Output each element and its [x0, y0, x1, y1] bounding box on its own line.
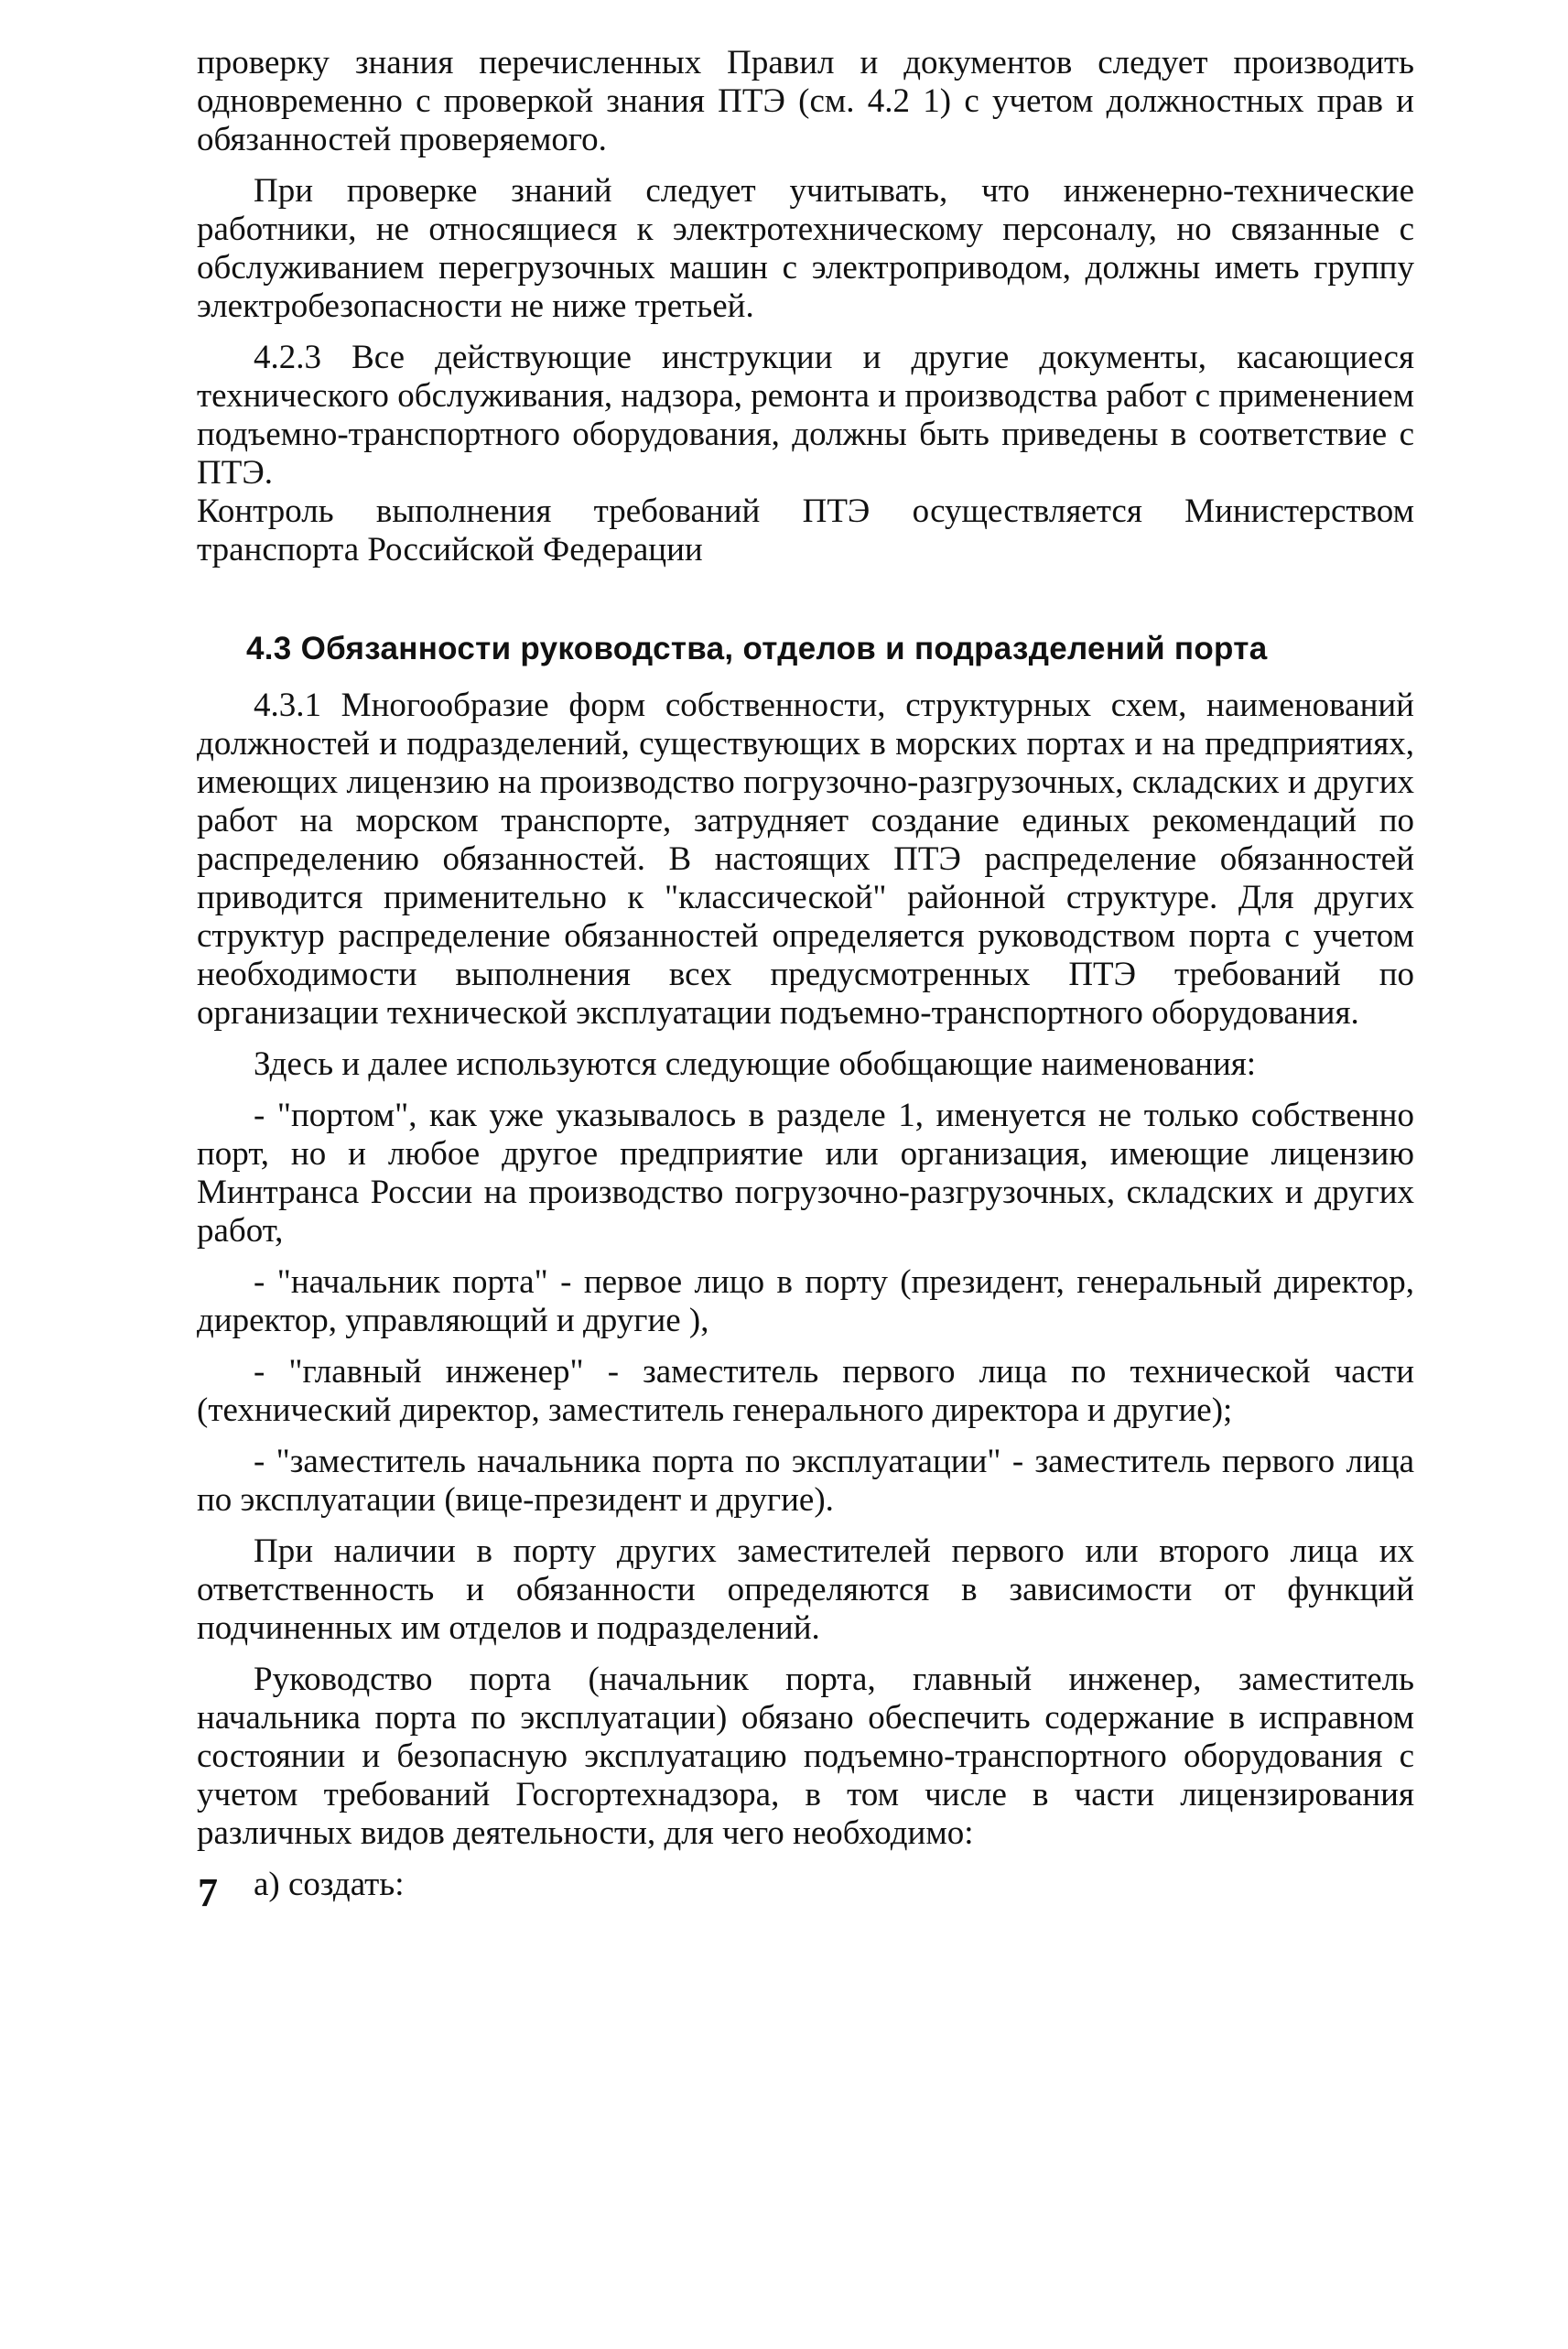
section-heading: 4.3 Обязанности руководства, отделов и подразделений порта: [246, 631, 1268, 666]
list-item: - "заместитель начальника порта по эксплуатации" - заместитель первого лица по эксплуатации (вице-президент и другие).: [197, 1443, 1414, 1519]
list-item: - "главный инженер" - заместитель первого лица по технической части (технический директор, заместитель генерального директора и другие);: [197, 1353, 1414, 1429]
body-paragraph: Здесь и далее используются следующие обобщающие наименования:: [254, 1045, 1257, 1083]
clause-4-2-3: 4.2.3 Все действующие инструкции и другие документы, касающиеся технического обслуживания, надзора, ремонта и производства работ с применением подъемно-транспортного оборудования, должны быть приведены в соответствие с ПТЭ.: [197, 339, 1414, 492]
body-paragraph: Контроль выполнения требований ПТЭ осуществляется Министерством транспорта Российской Федерации: [197, 493, 1414, 568]
body-paragraph: При проверке знаний следует учитывать, что инженерно-технические работники, не относящиеся к электротехническому персоналу, но связанные с обслуживанием перегрузочных машин с электроприводом, должны иметь группу электробезопасности не ниже третьей.: [197, 172, 1414, 325]
page-number: 7: [198, 1870, 218, 1915]
list-item: а) создать:: [254, 1866, 405, 1903]
list-item: - "портом", как уже указывалось в разделе 1, именуется не только собственно порт, но и любое другое предприятие или организация, имеющие лицензию Минтранса России на производство погрузочно-разгрузочных, складских и других работ,: [197, 1097, 1414, 1250]
body-paragraph: При наличии в порту других заместителей первого или второго лица их ответственность и обязанности определяются в зависимости от функций подчиненных им отделов и подразделений.: [197, 1532, 1414, 1647]
body-paragraph: проверку знания перечисленных Правил и документов следует производить одновременно с проверкой знания ПТЭ (см. 4.2 1) с учетом должностных прав и обязанностей проверяемого.: [197, 44, 1414, 158]
clause-4-3-1: 4.3.1 Многообразие форм собственности, структурных схем, наименований должностей и подразделений, существующих в морских портах и на предприятиях, имеющих лицензию на производство погрузочно-разгрузочных, складских и других работ на морском транспорте, затрудняет создание единых рекомендаций по распределению обязанностей. В настоящих ПТЭ распределение обязанностей приводится применительно к "классической" районной структуре. Для других структур распределение обязанностей определяется руководством порта с учетом необходимости выполнения всех предусмотренных ПТЭ требований по организации технической эксплуатации подъемно-транспортного оборудования.: [197, 687, 1414, 1032]
document-page: [197, 44, 1414, 1904]
list-item: - "начальник порта" - первое лицо в порту (президент, генеральный директор, директор, управляющий и другие ),: [197, 1263, 1414, 1339]
body-paragraph: Руководство порта (начальник порта, главный инженер, заместитель начальника порта по эксплуатации) обязано обеспечить содержание в исправном состоянии и безопасную эксплуатацию подъемно-транспортного оборудования с учетом требований Госгортехнадзора, в том числе в части лицензирования различных видов деятельности, для чего необходимо:: [197, 1661, 1414, 1852]
